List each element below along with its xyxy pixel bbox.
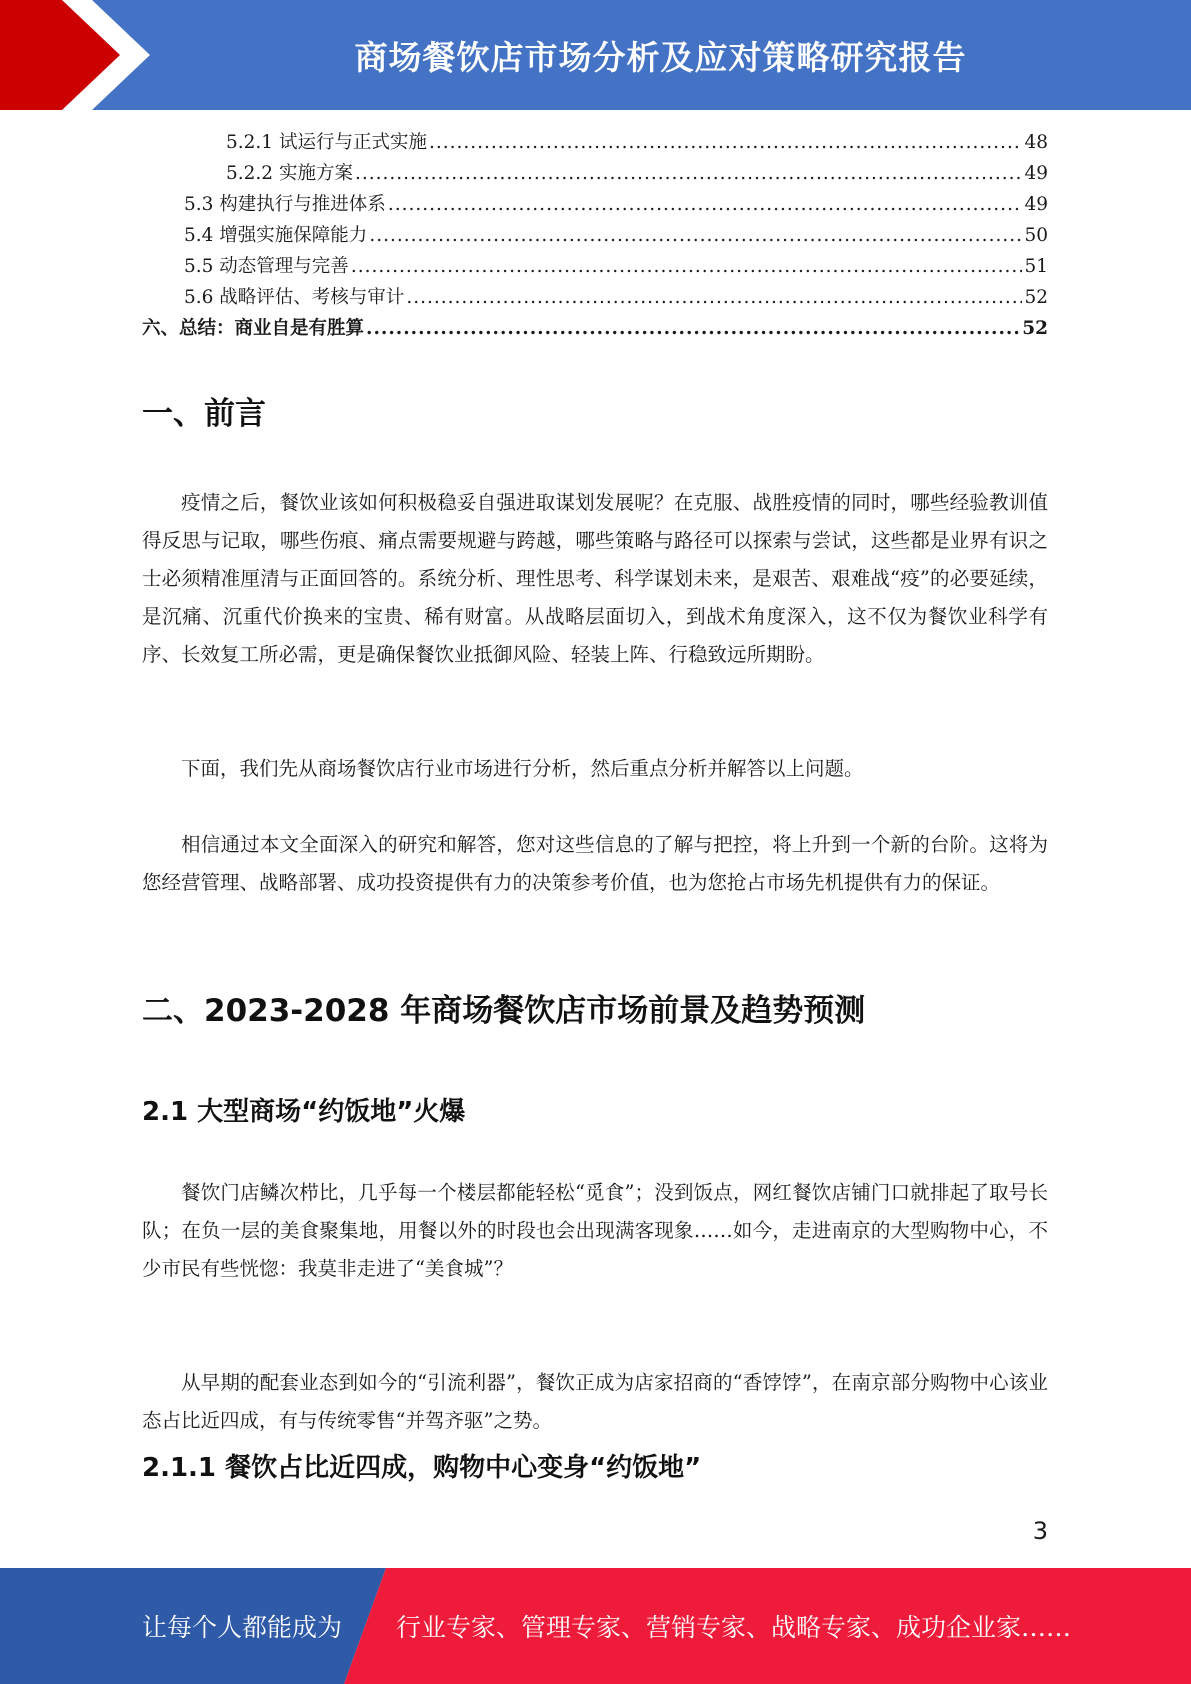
subsection-heading: 2.1 大型商场“约饭地”火爆	[142, 1097, 466, 1127]
footer-slogan-left: 让每个人都能成为	[142, 1613, 343, 1642]
footer-slogan-right: 行业专家、管理专家、营销专家、战略专家、成功企业家……	[396, 1613, 1072, 1642]
chevron-arrow-icon	[0, 0, 160, 110]
toc-entry[interactable]	[142, 252, 1048, 283]
paragraph: 相信通过本文全面深入的研究和解答，您对这些信息的了解与把控，将上升到一个新的台阶。这将为您经营管理、战略部署、成功投资提供有力的决策参考价值，也为您抢占市场先机提供有力的保证。	[142, 833, 1048, 894]
table-of-contents	[142, 128, 1048, 345]
toc-entry[interactable]	[142, 221, 1048, 252]
toc-leader-dots	[429, 132, 1022, 153]
toc-entry-label: 5.4 增强实施保障能力	[184, 225, 368, 246]
toc-entry[interactable]	[142, 314, 1048, 345]
header-banner	[0, 0, 1191, 110]
toc-entry-label: 5.2.1 试运行与正式实施	[226, 132, 427, 153]
paragraph: 下面，我们先从商场餐饮店行业市场进行分析，然后重点分析并解答以上问题。	[181, 757, 864, 780]
toc-entry[interactable]	[142, 159, 1048, 190]
toc-entry-label: 5.3 构建执行与推进体系	[184, 194, 386, 215]
toc-entry-label: 5.5 动态管理与完善	[184, 256, 349, 277]
toc-entry-page: 50	[1024, 225, 1048, 246]
footer-banner	[0, 1568, 1191, 1684]
toc-entry-label: 六、总结：商业自是有胜算	[142, 318, 365, 339]
toc-entry-page: 49	[1024, 163, 1048, 184]
paragraph: 疫情之后，餐饮业该如何积极稳妥自强进取谋划发展呢？在克服、战胜疫情的同时，哪些经验教训值得反思与记取，哪些伤痕、痛点需要规避与跨越，哪些策略与路径可以探索与尝试，这些都是业界有识之士必须精准厘清与正面回答的。系统分析、理性思考、科学谋划未来，是艰苦、艰难战“疫”的必要延续，是沉痛、沉重代价换来的宝贵、稀有财富。从战略层面切入，到战术角度深入，这不仅为餐饮业科学有序、长效复工所必需，更是确保餐饮业抵御风险、轻装上阵、行稳致远所期盼。	[142, 491, 1048, 666]
toc-entry[interactable]	[142, 283, 1048, 314]
section-heading-forecast: 二、2023-2028 年商场餐饮店市场前景及趋势预测	[142, 993, 866, 1029]
toc-leader-dots	[366, 318, 1020, 339]
section-heading-preface: 一、前言	[142, 396, 266, 432]
toc-leader-dots	[388, 194, 1023, 215]
toc-entry-page: 52	[1022, 318, 1048, 339]
toc-leader-dots	[406, 287, 1022, 308]
subsection-heading: 2.1.1 餐饮占比近四成，购物中心变身“约饭地”	[142, 1453, 702, 1483]
paragraph: 从早期的配套业态到如今的“引流利器”，餐饮正成为店家招商的“香饽饽”，在南京部分购物中心该业态占比近四成，有与传统零售“并驾齐驱”之势。	[142, 1371, 1048, 1432]
paragraph: 餐饮门店鳞次栉比，几乎每一个楼层都能轻松“觅食”；没到饭点，网红餐饮店铺门口就排起了取号长队；在负一层的美食聚集地，用餐以外的时段也会出现满客现象……如今，走进南京的大型购物中心，不少市民有些恍惚：我莫非走进了“美食城”？	[142, 1181, 1048, 1280]
report-title: 商场餐饮店市场分析及应对策略研究报告	[354, 37, 967, 77]
toc-leader-dots	[369, 225, 1022, 246]
toc-entry-page: 49	[1024, 194, 1048, 215]
toc-entry-page: 52	[1024, 287, 1048, 308]
page-number: 3	[1032, 1517, 1048, 1545]
toc-leader-dots	[351, 256, 1023, 277]
toc-entry[interactable]	[142, 190, 1048, 221]
toc-entry-label: 5.2.2 实施方案	[226, 163, 353, 184]
toc-entry-page: 51	[1024, 256, 1048, 277]
toc-entry[interactable]	[142, 128, 1048, 159]
toc-leader-dots	[355, 163, 1023, 184]
toc-entry-label: 5.6 战略评估、考核与审计	[184, 287, 405, 308]
toc-entry-page: 48	[1024, 132, 1048, 153]
